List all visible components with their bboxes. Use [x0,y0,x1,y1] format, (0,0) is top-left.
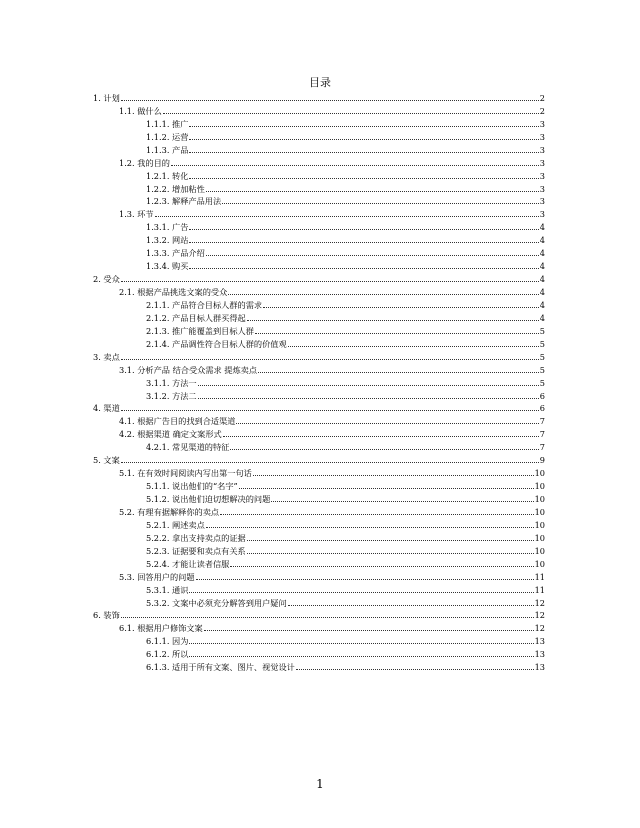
toc-entry-page: 5 [539,364,545,375]
toc-entry-text: 5.1. 在有效时间阅读内写出第一句话 [119,468,252,479]
toc-entry-page: 4 [539,261,545,272]
toc-entry-text: 3.1.2. 方法二 [146,390,197,401]
toc-leader-dots [239,487,534,489]
toc-entry-text: 2.1.4. 产品调性符合目标人群的价值观 [146,338,287,349]
toc-entry-page: 12 [534,610,545,621]
toc-entry[interactable] [93,311,545,324]
toc-entry-text: 4.2.1. 常见渠道的特征 [146,442,230,453]
toc-leader-dots [121,461,539,463]
toc-entry[interactable] [93,130,545,143]
toc-leader-dots [121,280,539,282]
toc-entry[interactable] [93,453,545,466]
toc-entry[interactable] [93,363,545,376]
toc-entry-page: 4 [539,235,545,246]
toc-entry[interactable] [93,143,545,156]
toc-entry[interactable] [93,402,545,415]
toc-entry-text: 5. 文案 [93,455,120,466]
toc-entry[interactable] [93,233,545,246]
toc-entry-page: 3 [539,118,545,129]
toc-entry-text: 5.2.2. 拿出支持卖点的证据 [146,532,246,543]
toc-entry-text: 2. 受众 [93,274,120,285]
toc-entry-page: 4 [539,222,545,233]
toc-entry-text: 6.1.3. 适用于所有文案、图片、视觉设计 [146,662,295,673]
toc-entry-page: 3 [539,144,545,155]
toc-entry[interactable] [93,518,545,531]
toc-entry[interactable] [93,182,545,195]
toc-entry-page: 6 [539,403,545,414]
toc-leader-dots [189,125,538,127]
toc-entry-text: 5.3.2. 文案中必须充分解答到用户疑问 [146,597,287,608]
toc-entry[interactable] [93,634,545,647]
toc-leader-dots [189,177,538,179]
toc-leader-dots [121,409,539,411]
toc-entry[interactable] [93,660,545,673]
toc-leader-dots [247,539,534,541]
toc-entry-text: 1.2. 我的目的 [119,157,170,168]
toc-entry[interactable] [93,298,545,311]
toc-entry-page: 10 [534,558,545,569]
toc-entry[interactable] [93,557,545,570]
toc-leader-dots [206,190,539,192]
toc-leader-dots [228,293,538,295]
toc-leader-dots [247,319,539,321]
toc-entry-page: 3 [539,183,545,194]
toc-entry-page: 4 [539,299,545,310]
toc-leader-dots [189,138,538,140]
toc-entry[interactable] [93,466,545,479]
toc-entry-page: 11 [534,584,545,595]
toc-entry-page: 5 [539,325,545,336]
toc-entry-page: 10 [534,468,545,479]
toc-entry-page: 5 [539,377,545,388]
toc-entry-page: 4 [539,274,545,285]
toc-entry-text: 6.1.1. 因为 [146,636,189,647]
toc-leader-dots [189,591,533,593]
toc-entry-page: 4 [539,287,545,297]
toc-leader-dots [155,215,539,217]
toc-entry-page: 3 [539,170,545,181]
toc-entry[interactable] [93,104,545,117]
toc-entry-text: 5.2.4. 才能让读者信服 [146,558,230,569]
toc-leader-dots [247,552,534,554]
toc-leader-dots [189,642,533,644]
toc-entry[interactable] [93,505,545,518]
toc-entry-text: 3.1. 分析产品 结合受众需求 提炼卖点 [119,364,258,375]
toc-entry-page: 3 [539,131,545,142]
toc-title: 目录 [309,76,331,89]
toc-entry-text: 1.2.3. 解释产品用法 [146,196,222,207]
toc-leader-dots [189,655,533,657]
toc-entry-page: 11 [534,571,545,582]
toc-entry-text: 5.2.1. 阐述卖点 [146,519,205,530]
toc-entry[interactable] [93,117,545,130]
toc-entry[interactable] [93,544,545,557]
toc-entry[interactable] [93,337,545,350]
toc-entry-page: 12 [534,623,545,634]
toc-leader-dots [204,629,534,631]
toc-entry[interactable] [93,195,545,208]
toc-leader-dots [288,604,534,606]
toc-entry[interactable] [93,531,545,544]
toc-entry-text: 6.1. 根据用户修饰文案 [119,623,203,634]
toc-entry-page: 2 [539,92,545,103]
toc-leader-dots [121,616,534,618]
toc-entry[interactable] [93,609,545,622]
toc-leader-dots [163,112,539,114]
toc-entry-page: 10 [534,481,545,492]
toc-entry[interactable] [93,570,545,583]
toc-entry-text: 1.1.3. 产品 [146,144,189,155]
toc-entry-page: 9 [539,455,545,466]
toc-entry-text: 1.1. 做什么 [119,105,162,116]
toc-leader-dots [189,228,538,230]
toc-leader-dots [230,565,533,567]
toc-entry-text: 4. 渠道 [93,403,120,414]
toc-entry-page: 7 [539,416,545,427]
toc-entry-text: 2.1.3. 推广能覆盖到目标人群 [146,325,254,336]
toc-entry-page: 3 [539,196,545,207]
toc-entry-text: 3.1.1. 方法一 [146,377,197,388]
toc-entry[interactable] [93,389,545,402]
toc-entry-page: 10 [534,545,545,556]
toc-leader-dots [171,164,539,166]
toc-entry-text: 1. 计划 [93,92,120,103]
toc-entry[interactable] [93,169,545,182]
toc-entry[interactable] [93,246,545,259]
toc-entry[interactable] [93,207,545,220]
toc-entry-text: 4.2. 根据渠道 确定文案形式 [119,429,222,440]
toc-entry[interactable] [93,647,545,660]
toc-leader-dots [196,578,534,580]
toc-leader-dots [220,513,533,515]
toc-entry[interactable] [93,596,545,609]
toc-entry[interactable] [93,440,545,453]
toc-entry-text: 5.1.2. 说出他们迫切想解决的问题 [146,494,271,504]
toc-entry[interactable] [93,220,545,233]
toc-entry-page: 4 [539,248,545,259]
toc-entry-text: 6. 装饰 [93,610,120,621]
toc-entry[interactable] [93,479,545,492]
toc-entry[interactable] [93,583,545,596]
table-of-contents [93,91,545,673]
toc-leader-dots [230,448,538,450]
toc-entry[interactable] [93,91,545,104]
toc-entry[interactable] [93,427,545,440]
toc-entry-text: 1.3.2. 网站 [146,235,189,246]
toc-entry-text: 6.1.2. 所以 [146,649,189,660]
toc-entry-text: 5.2.3. 证据要和卖点有关系 [146,545,246,556]
toc-entry-page: 7 [539,442,545,453]
toc-entry-page: 10 [534,532,545,543]
toc-entry-page: 12 [534,597,545,608]
toc-entry-text: 1.3. 环节 [119,209,154,220]
toc-entry-page: 7 [539,429,545,440]
toc-leader-dots [271,500,533,502]
toc-entry-text: 1.1.2. 运营 [146,131,189,142]
toc-entry[interactable] [93,285,545,298]
toc-leader-dots [198,397,539,399]
toc-leader-dots [223,435,539,437]
toc-entry[interactable] [93,324,545,337]
toc-entry[interactable] [93,414,545,427]
toc-entry-text: 5.1.1. 说出他们的“名字” [146,481,238,492]
toc-leader-dots [206,254,539,256]
toc-leader-dots [189,151,538,153]
toc-entry-page: 10 [534,506,545,517]
toc-entry-text: 2.1.1. 产品符合目标人群的需求 [146,299,263,310]
toc-entry-text: 5.2. 有理有据解释你的卖点 [119,506,220,517]
toc-entry-page: 2 [539,105,545,116]
toc-entry-text: 1.2.1. 转化 [146,170,189,181]
toc-entry[interactable] [93,350,545,363]
toc-leader-dots [189,241,538,243]
toc-entry-text: 1.1.1. 推广 [146,118,189,129]
toc-leader-dots [206,526,534,528]
toc-leader-dots [263,306,539,308]
toc-leader-dots [189,267,538,269]
toc-entry[interactable] [93,259,545,272]
toc-entry[interactable] [93,621,545,634]
toc-entry-text: 2.1.2. 产品目标人群买得起 [146,312,246,323]
toc-leader-dots [288,345,539,347]
toc-entry-text: 1.3.4. 购买 [146,261,189,272]
toc-entry[interactable] [93,272,545,285]
toc-entry-text: 5.3. 回答用户的问题 [119,571,195,582]
toc-entry-page: 3 [539,209,545,220]
toc-leader-dots [296,668,534,670]
toc-entry-page: 5 [539,338,545,349]
toc-entry-text: 1.3.3. 产品介绍 [146,248,205,259]
toc-entry-page: 10 [534,519,545,530]
toc-leader-dots [253,474,534,476]
toc-entry-page: 13 [534,662,545,673]
toc-entry-page: 13 [534,636,545,647]
toc-leader-dots [222,202,539,204]
toc-entry-text: 3. 卖点 [93,351,120,362]
toc-entry-text: 1.3.1. 广告 [146,222,189,233]
toc-leader-dots [121,99,539,101]
toc-entry-text: 5.3.1. 通识 [146,584,189,595]
toc-entry-text: 1.2.2. 增加粘性 [146,183,205,194]
page-number: 1 [316,777,324,791]
toc-leader-dots [258,371,539,373]
toc-entry-page: 5 [539,351,545,362]
toc-entry-page: 6 [539,390,545,401]
toc-leader-dots [121,358,539,360]
toc-entry[interactable] [93,156,545,169]
toc-entry-page: 3 [539,157,545,168]
toc-entry[interactable] [93,376,545,389]
toc-entry-page: 13 [534,649,545,660]
toc-entry[interactable] [93,492,545,505]
toc-leader-dots [255,332,539,334]
toc-entry-text: 4.1. 根据广告目的找到合适渠道 [119,416,236,427]
toc-entry-page: 10 [534,494,545,504]
toc-leader-dots [198,384,539,386]
toc-leader-dots [236,422,538,424]
toc-entry-text: 2.1. 根据产品挑选文案的受众 [119,287,228,297]
toc-entry-page: 4 [539,312,545,323]
